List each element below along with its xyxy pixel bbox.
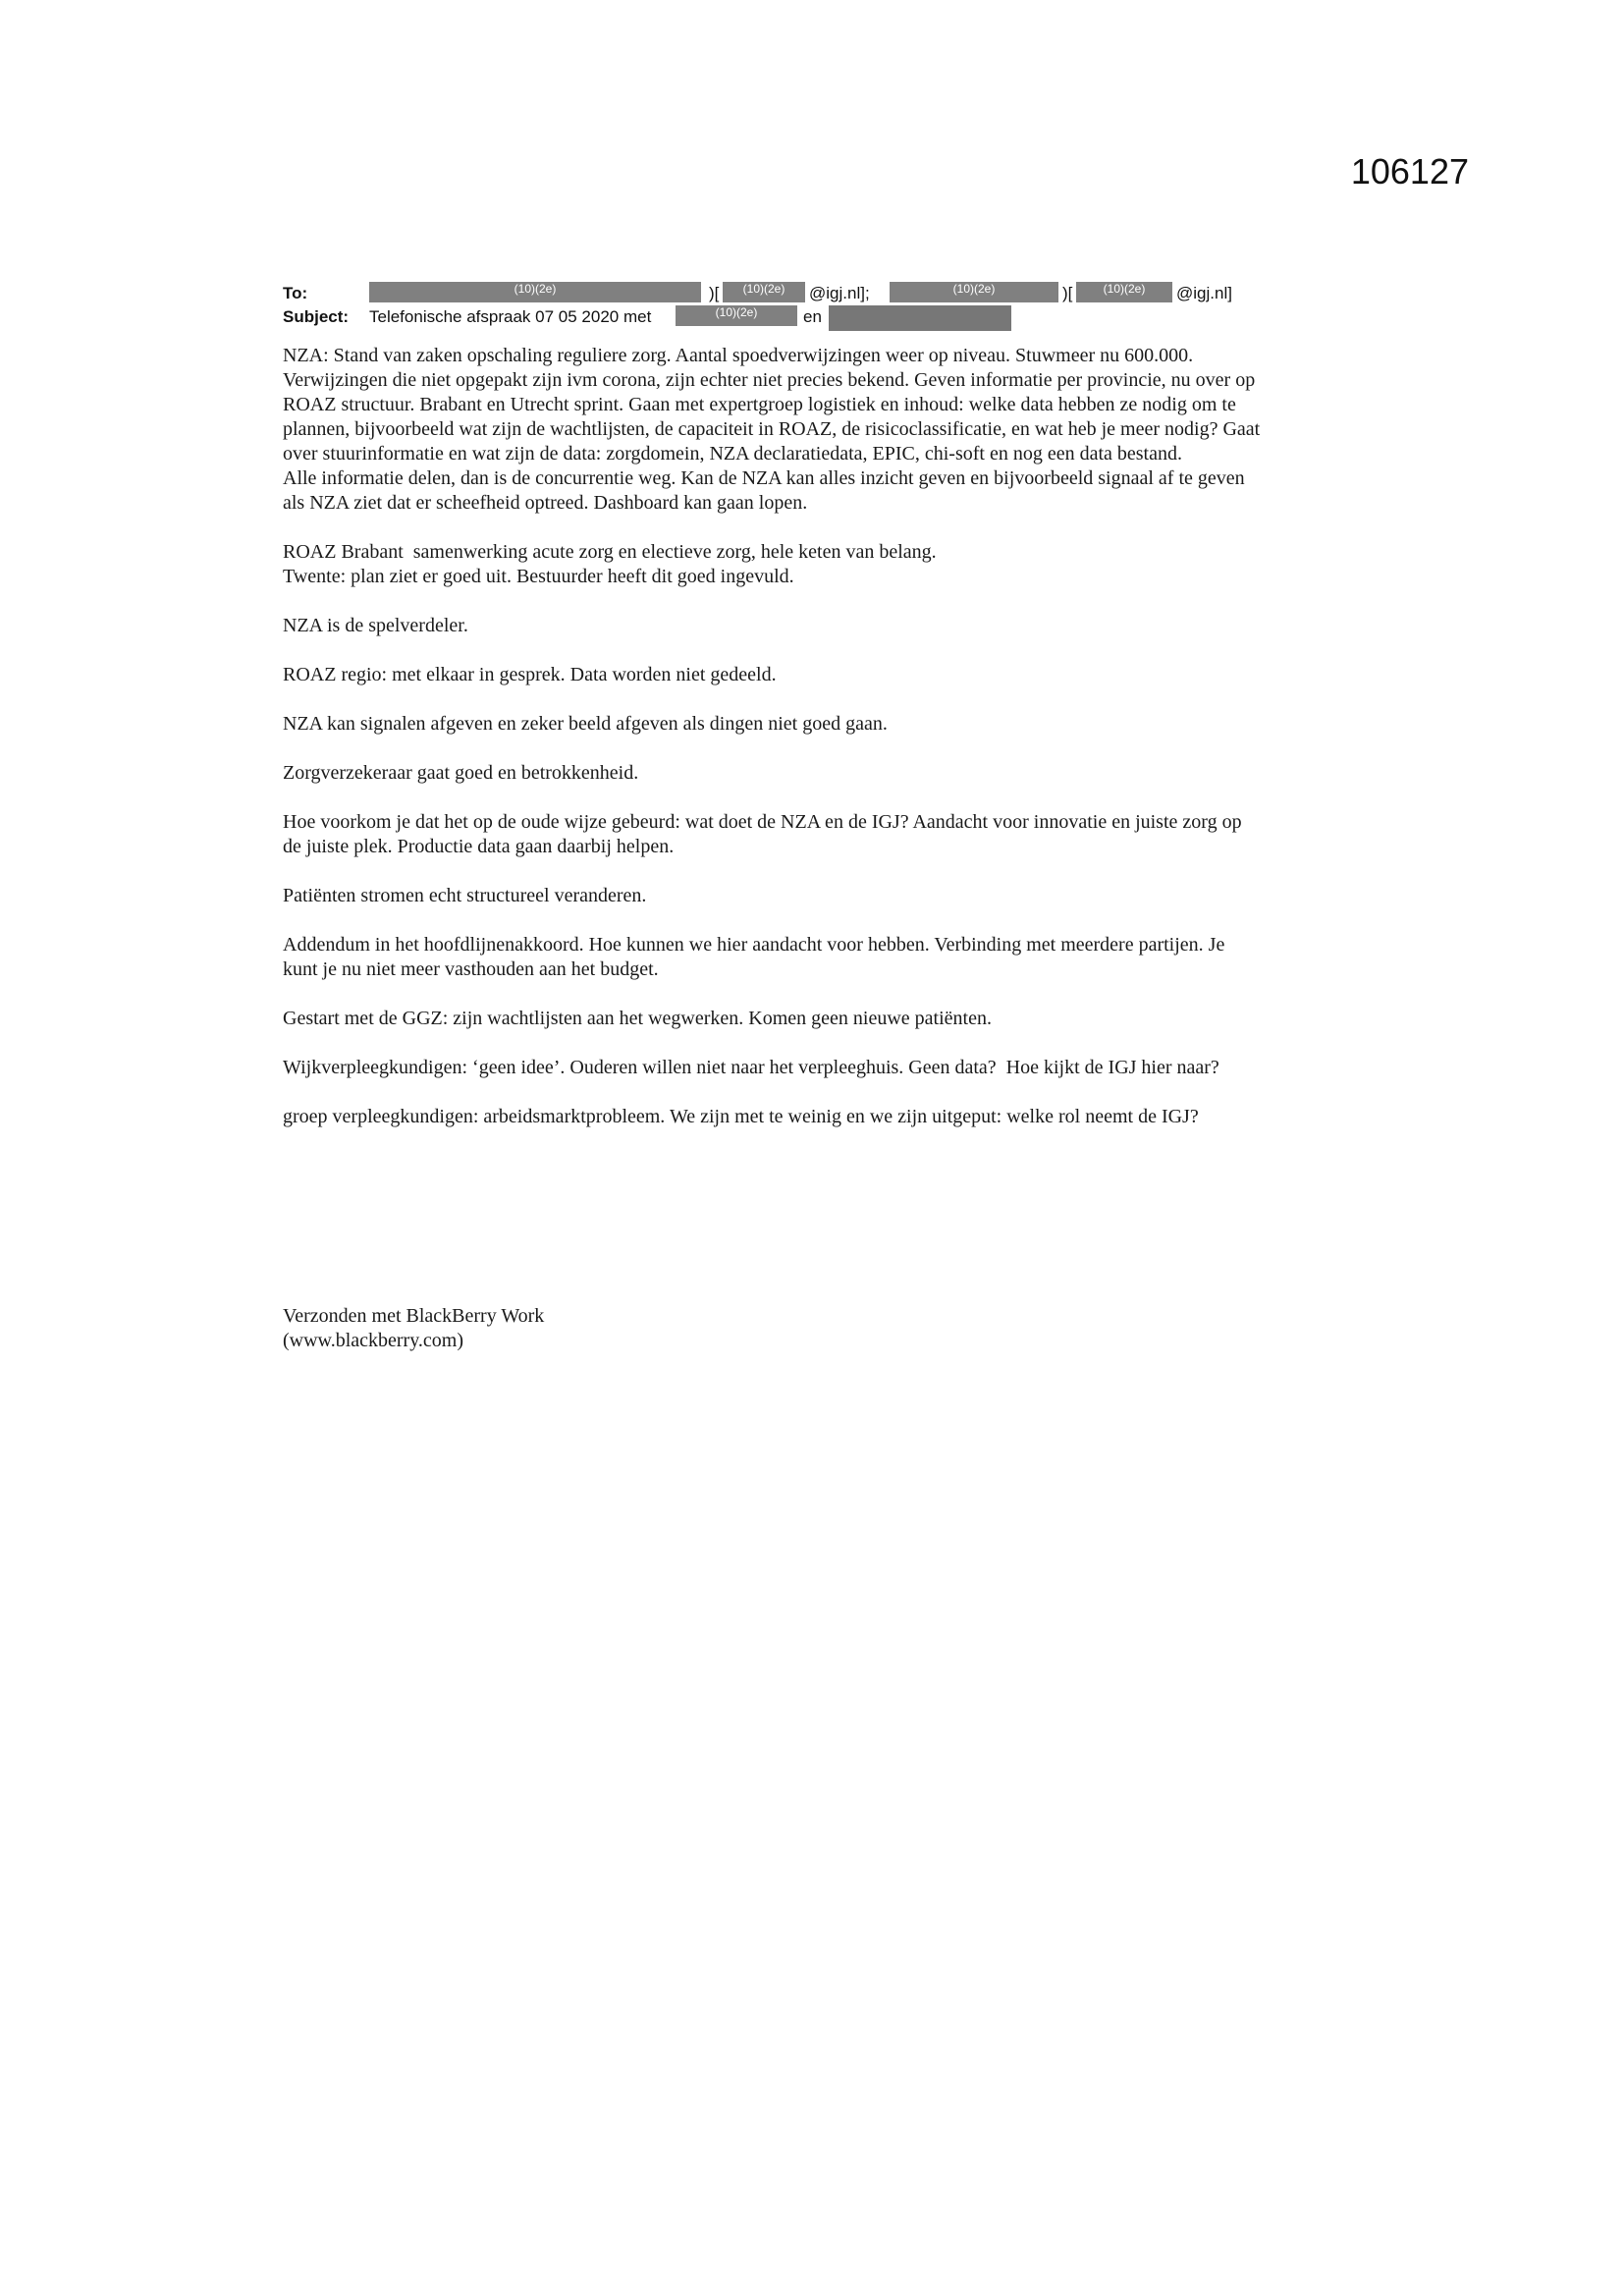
document-number: 106127 xyxy=(1350,151,1469,191)
to-email-domain: @igj.nl] xyxy=(1176,284,1232,302)
signature-link: (www.blackberry.com) xyxy=(283,1330,463,1351)
signature-line: Verzonden met BlackBerry Work xyxy=(283,1305,545,1327)
body-paragraph: NZA is de spelverdeler. xyxy=(283,615,468,636)
body-paragraph: NZA kan signalen afgeven en zeker beeld afgeven als dingen niet goed gaan. xyxy=(283,713,888,735)
body-paragraph: Hoe voorkom je dat het op de oude wijze gebeurd: wat doet de NZA en de IGJ? Aandacht voor innovatie en juiste zorg op de juiste plek. Productie data gaan daarbij helpen. xyxy=(283,811,1242,857)
to-row xyxy=(283,282,1363,305)
body-paragraph: ROAZ Brabant samenwerking acute zorg en electieve zorg, hele keten van belang. Twente: plan ziet er goed uit. Bestuurder heeft dit goed ingevuld. xyxy=(283,541,937,587)
redaction-block: (10)(2e) xyxy=(676,305,797,326)
body-paragraph: Patiënten stromen echt structureel veranderen. xyxy=(283,885,647,906)
body-paragraph: ROAZ regio: met elkaar in gesprek. Data worden niet gedeeld. xyxy=(283,664,777,685)
body-paragraph: Wijkverpleegkundigen: ‘geen idee’. Ouderen willen niet naar het verpleeghuis. Geen data? Hoe kijkt de IGJ hier naar? xyxy=(283,1057,1219,1078)
to-label: To: xyxy=(283,284,308,302)
email-body xyxy=(283,344,1363,1154)
subject-row xyxy=(283,305,1363,329)
body-paragraph: groep verpleegkundigen: arbeidsmarktprobleem. We zijn met te weinig en we zijn uitgeput: welke rol neemt de IGJ? xyxy=(283,1106,1199,1127)
subject-label: Subject: xyxy=(283,307,350,326)
email-signature xyxy=(283,1304,1068,1353)
body-paragraph: NZA: Stand van zaken opschaling reguliere zorg. Aantal spoedverwijzingen weer op niveau. Stuwmeer nu 600.000. Verwijzingen die niet opgepakt zijn ivm corona, zijn echter niet precies bekend. Geven informatie per provincie, nu over op ROAZ structuur. Brabant en Utrecht sprint. Gaan met expertgroep logistiek en inhoud: welke data hebben ze nodig om te plannen, bijvoorbeeld wat zijn de wachtlijsten, de capaciteit in ROAZ, de risicoclassificatie, en wat heb je meer nodig? Gaat over stuurinformatie en wat zijn de data: zorgdomein, NZA declaratiedata, EPIC, chi-soft en nog een data bestand. Alle informatie delen, dan is de concurrentie weg. Kan de NZA kan alles inzicht geven en bijvoorbeeld signaal af te geven als NZA ziet dat er scheefheid optreed. Dashboard kan gaan lopen. xyxy=(283,345,1261,514)
body-paragraph: Gestart met de GGZ: zijn wachtlijsten aan het wegwerken. Komen geen nieuwe patiënten. xyxy=(283,1008,992,1029)
redaction-block xyxy=(829,305,1011,331)
subject-text: Telefonische afspraak 07 05 2020 met xyxy=(369,307,652,326)
subject-and: en xyxy=(803,307,822,326)
email-header xyxy=(283,282,1363,329)
redaction-block: (10)(2e) xyxy=(890,282,1058,302)
redaction-block: (10)(2e) xyxy=(369,282,701,302)
redaction-block: (10)(2e) xyxy=(1076,282,1172,302)
to-bracket: )[ xyxy=(709,284,720,302)
to-email-domain: @igj.nl]; xyxy=(809,284,870,302)
to-bracket: )[ xyxy=(1062,284,1073,302)
body-paragraph: Zorgverzekeraar gaat goed en betrokkenheid. xyxy=(283,762,639,784)
redaction-block: (10)(2e) xyxy=(723,282,805,302)
body-paragraph: Addendum in het hoofdlijnenakkoord. Hoe kunnen we hier aandacht voor hebben. Verbinding met meerdere partijen. Je kunt je nu niet meer vasthouden aan het budget. xyxy=(283,934,1225,980)
